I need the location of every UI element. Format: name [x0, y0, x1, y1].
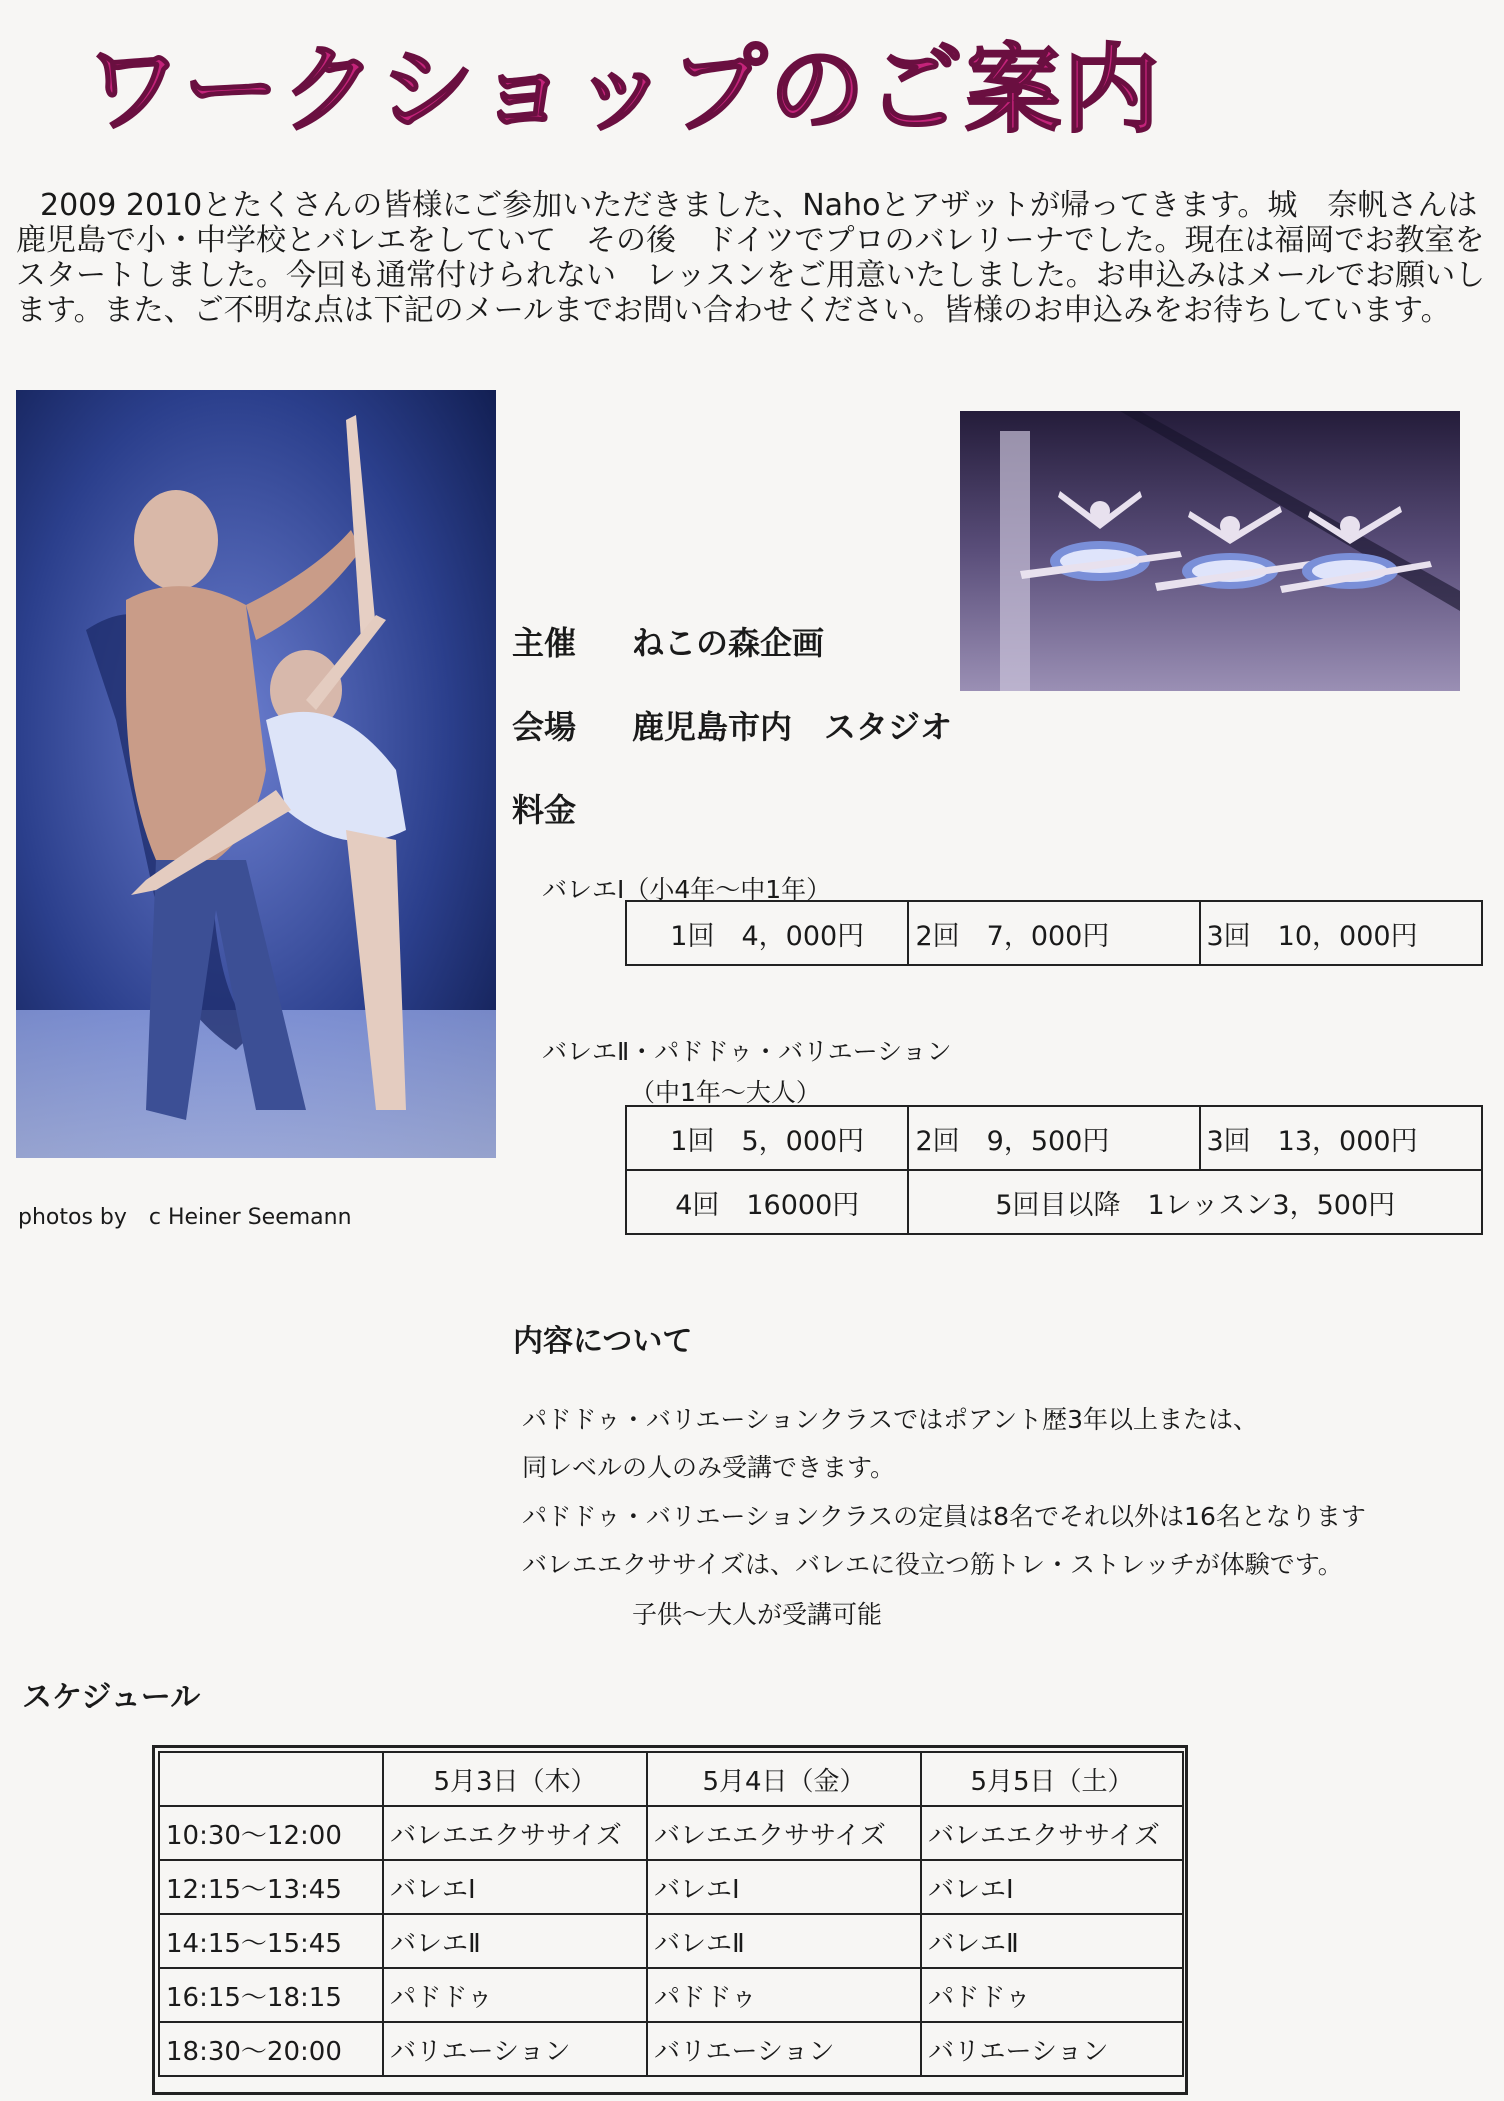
- schedule-row: [159, 1860, 1183, 1914]
- schedule-time: 14:15～15:45: [159, 1914, 383, 1968]
- schedule-heading: スケジュール: [22, 1680, 201, 1715]
- ballet2-title: バレエⅡ・パドドゥ・バリエーション: [542, 1037, 952, 1066]
- venue-value: 鹿児島市内 スタジオ: [632, 708, 953, 746]
- schedule-cell: パドドゥ: [383, 1968, 647, 2022]
- content-line: 同レベルの人のみ受講できます。: [522, 1453, 896, 1482]
- photo-credit: photos by c Heiner Seemann: [18, 1205, 352, 1230]
- ballet2-fee-table: [625, 1105, 1483, 1235]
- schedule-time: 12:15～13:45: [159, 1860, 383, 1914]
- schedule-cell: バレエⅡ: [383, 1914, 647, 1968]
- intro-paragraph: 2009 2010とたくさんの皆様にご参加いただきました、Nahoとアザットが帰ってきます。城 奈帆さんは鹿児島で小・中学校とバレエをしていて その後 ドイツでプロのバレリーナでした。現在は福岡でお教室をスタートしました。今回も通常付けられない レッスンをご用意いたしました。お申込みはメールでお願いします。また、ご不明な点は下記のメールまでお問い合わせください。皆様のお申込みをお待ちしています。: [16, 188, 1486, 328]
- content-line: 子供～大人が受講可能: [632, 1600, 883, 1629]
- ballet1-title: バレエⅠ（小4年～中1年）: [542, 875, 832, 904]
- content-line: パドドゥ・バリエーションクラスではポアント歴3年以上または、: [522, 1405, 1259, 1434]
- schedule-cell: バレエⅠ: [921, 1860, 1183, 1914]
- schedule-cell: バリエーション: [383, 2022, 647, 2076]
- dancers-photo: [16, 390, 496, 1158]
- fee-cell: 4回 16000円: [626, 1170, 908, 1234]
- schedule-row: [159, 2022, 1183, 2076]
- schedule-time: 18:30～20:00: [159, 2022, 383, 2076]
- content-heading: 内容について: [513, 1324, 693, 1359]
- ballet1-fee-table: [625, 900, 1483, 966]
- schedule-day: 5月4日（金）: [647, 1752, 921, 1806]
- fee-cell: 3回 13，000円: [1200, 1106, 1483, 1170]
- schedule-cell: バリエーション: [647, 2022, 921, 2076]
- venue-label: 会場: [512, 708, 577, 746]
- organizer-label: 主催: [512, 624, 577, 662]
- schedule-time: 10:30～12:00: [159, 1806, 383, 1860]
- schedule-cell: バレエエクササイズ: [383, 1806, 647, 1860]
- schedule-row: [159, 1806, 1183, 1860]
- fee-cell: 2回 9，500円: [908, 1106, 1199, 1170]
- schedule-row: [159, 1914, 1183, 1968]
- schedule-day: 5月5日（土）: [921, 1752, 1183, 1806]
- fee-cell: 1回 5，000円: [626, 1106, 908, 1170]
- schedule-cell: バレエエクササイズ: [647, 1806, 921, 1860]
- schedule-time: 16:15～18:15: [159, 1968, 383, 2022]
- schedule-cell: パドドゥ: [921, 1968, 1183, 2022]
- fee-cell: 2回 7，000円: [908, 901, 1199, 965]
- content-line: パドドゥ・バリエーションクラスの定員は8名でそれ以外は16名となります: [522, 1502, 1366, 1531]
- fee-label: 料金: [512, 791, 577, 829]
- fee-cell: 1回 4，000円: [626, 901, 908, 965]
- content-line: バレエエクササイズは、バレエに役立つ筋トレ・ストレッチが体験です。: [522, 1550, 1343, 1579]
- ballerinas-photo: [960, 411, 1460, 691]
- page-title: ワークショップのご案内: [85, 34, 1162, 146]
- ballet2-subtitle: （中1年～大人）: [630, 1078, 821, 1107]
- schedule-cell: バレエⅡ: [921, 1914, 1183, 1968]
- schedule-cell: バレエⅠ: [383, 1860, 647, 1914]
- schedule-corner: [159, 1752, 383, 1806]
- fee-cell: 5回目以降 1レッスン3，500円: [908, 1170, 1482, 1234]
- organizer-value: ねこの森企画: [632, 624, 825, 662]
- schedule-day: 5月3日（木）: [383, 1752, 647, 1806]
- schedule-cell: バリエーション: [921, 2022, 1183, 2076]
- schedule-cell: バレエⅠ: [647, 1860, 921, 1914]
- schedule-row: [159, 1968, 1183, 2022]
- schedule-table: [158, 1751, 1184, 2077]
- schedule-cell: バレエエクササイズ: [921, 1806, 1183, 1860]
- schedule-cell: バレエⅡ: [647, 1914, 921, 1968]
- schedule-cell: パドドゥ: [647, 1968, 921, 2022]
- fee-cell: 3回 10，000円: [1200, 901, 1483, 965]
